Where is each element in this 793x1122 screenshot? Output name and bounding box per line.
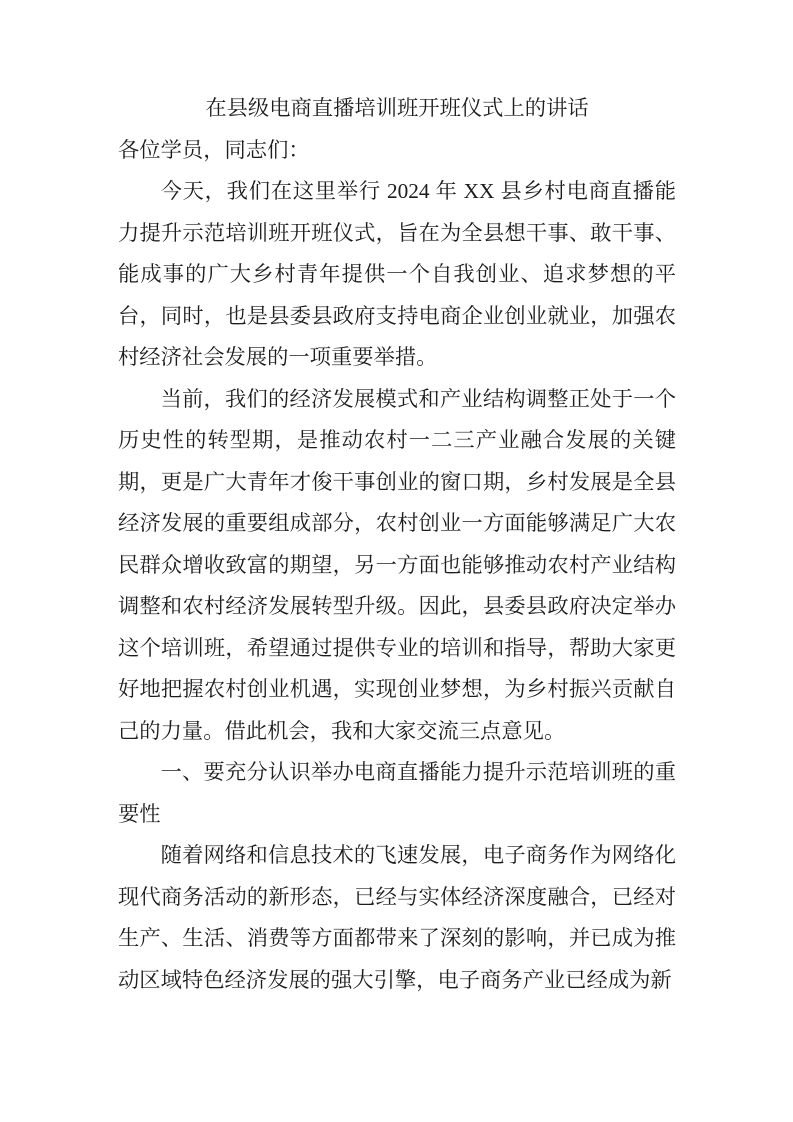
salutation: 各位学员，同志们： — [118, 137, 310, 162]
paragraph-2: 当前，我们的经济发展模式和产业结构调整正处于一个历史性的转型期，是推动农村一二三产业融合发展的关键期，更是广大青年才俊干事创业的窗口期，乡村发展是全县经济发展的重要组成部分，农村创业一方面能够满足广大农民群众增收致富的期望，另一方面也能够推动农村产业结构调整和农村经济发展转型升级。因此，县委县政府决定举办这个培训班，希望通过提供专业的培训和指导，帮助大家更好地把握农村创业机遇，实现创业梦想，为乡村振兴贡献自己的力量。借此机会，我和大家交流三点意见。 — [118, 386, 676, 743]
paragraph-3: 随着网络和信息技术的飞速发展，电子商务作为网络化现代商务活动的新形态，已经与实体经济深度融合，已经对生产、生活、消费等方面都带来了深刻的影响，并已成为推动区域特色经济发展的强大引擎，电子商务产业已经成为新 — [118, 843, 676, 992]
document-title: 在县级电商直播培训班开班仪式上的讲话 — [205, 96, 589, 120]
section-heading-1: 一、要充分认识举办电商直播能力提升示范培训班的重要性 — [118, 760, 676, 826]
paragraph-1: 今天，我们在这里举行 2024 年 XX 县乡村电商直播能力提升示范培训班开班仪式，旨在为全县想干事、敢干事、能成事的广大乡村青年提供一个自我创业、追求梦想的平台，同时，也是县委县政府支持电商企业创业就业，加强农村经济社会发展的一项重要举措。 — [118, 179, 676, 369]
